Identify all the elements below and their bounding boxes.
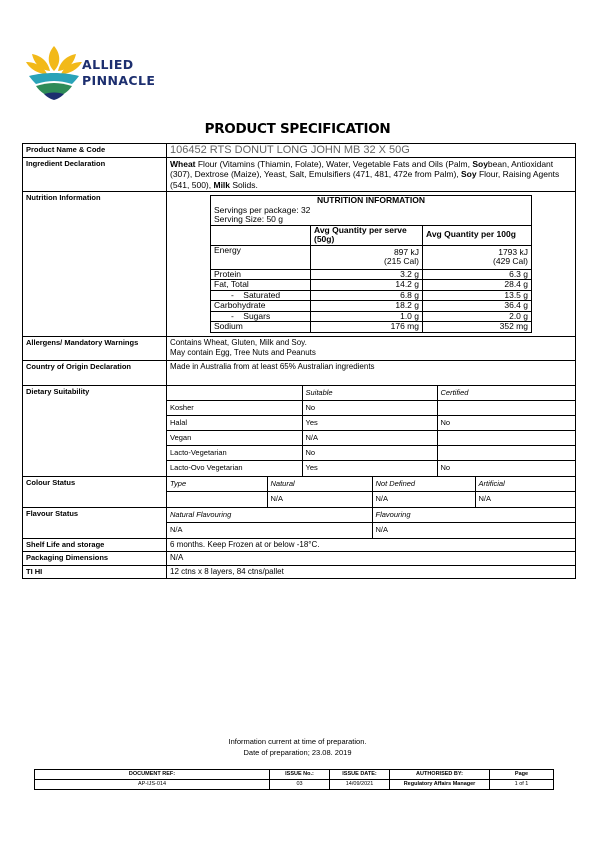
diet-name: Kosher <box>167 401 302 416</box>
label-shelf-life: Shelf Life and storage <box>23 538 167 552</box>
col-header-type: Type <box>167 477 267 492</box>
nutrient-serve: 3.2 g <box>311 269 423 280</box>
diet-suitable: Yes <box>302 416 437 431</box>
col-header-flavouring: Flavouring <box>372 508 575 523</box>
brand-name <box>82 57 155 89</box>
footer-header: AUTHORISED BY: <box>390 770 490 780</box>
allergens-contains: Contains Wheat, Gluten, Milk and Soy. <box>170 337 307 347</box>
nutrient-100g: 352 mg <box>423 322 532 333</box>
nutrient-100g: 28.4 g <box>423 280 532 291</box>
row-origin <box>23 360 576 385</box>
nutrient-name: - Sugars <box>211 311 311 322</box>
label-colour: Colour Status <box>23 476 167 507</box>
col-header-serve: Avg Quantity per serve (50g) <box>311 225 423 245</box>
col-header-natural: Natural <box>267 477 372 492</box>
nutrient-col-blank <box>211 225 311 245</box>
label-nutrition: Nutrition Information <box>23 192 167 337</box>
ingredient-part: Wheat <box>170 158 196 169</box>
nutrient-100g: 13.5 g <box>423 290 532 301</box>
flavour-natural-value: N/A <box>167 523 372 538</box>
ingredient-part: Soy <box>461 169 477 179</box>
label-product-name: Product Name & Code <box>23 144 167 158</box>
col-header-not-defined: Not Defined <box>372 477 475 492</box>
nutrient-100g: 6.3 g <box>423 269 532 280</box>
row-nutrition <box>23 192 576 337</box>
row-allergens <box>23 336 576 360</box>
specification-table <box>22 143 576 579</box>
diet-certified: No <box>437 461 575 476</box>
nutrient-serve: 18.2 g <box>311 301 423 312</box>
colour-cell <box>167 476 576 507</box>
ingredient-part: bean, Antioxidant (307), Dextrose (Maize), Yeast, Salt, Emulsifiers (471, 481, 472e from Palm), <box>170 158 554 179</box>
nutrient-serve: 14.2 g <box>311 280 423 291</box>
ti-hi-value: 12 ctns x 8 layers, 84 ctns/pallet <box>167 565 576 579</box>
footer-header: ISSUE DATE: <box>330 770 390 780</box>
dietary-cell <box>167 385 576 476</box>
footer-authorised-by: Regulatory Affairs Manager <box>390 780 490 790</box>
document-control-table <box>34 769 554 790</box>
date-of-preparation: Date of preparation; 23.08. 2019 <box>243 748 352 757</box>
colour-natural-value: N/A <box>267 492 372 507</box>
nutrient-serve: 1.0 g <box>311 311 423 322</box>
diet-suitable: No <box>302 446 437 461</box>
energy-100g-kj: 1793 kJ <box>498 246 528 257</box>
footer-page: 1 of 1 <box>490 780 554 790</box>
shelf-life-value: 6 months. Keep Frozen at or below -18°C. <box>167 538 576 552</box>
info-current: Information current at time of preparation. <box>228 737 367 746</box>
diet-suitable: Yes <box>302 461 437 476</box>
footer-issue-no: 03 <box>270 780 330 790</box>
flavour-flavouring-value: N/A <box>372 523 575 538</box>
row-packaging <box>23 552 576 566</box>
diet-name: Vegan <box>167 431 302 446</box>
col-header-artificial: Artificial <box>475 477 575 492</box>
diet-certified <box>437 431 575 446</box>
row-ingredients <box>23 157 576 192</box>
allergens-value <box>167 336 576 360</box>
diet-suitable: N/A <box>302 431 437 446</box>
energy-serve <box>311 245 423 269</box>
colour-table <box>167 477 575 507</box>
nutrient-name: Protein <box>211 269 311 280</box>
brand-name-line1: ALLIED <box>82 57 134 72</box>
row-product-name <box>23 144 576 158</box>
diet-name: Lacto-Ovo Vegetarian <box>167 461 302 476</box>
nutrient-100g: 2.0 g <box>423 311 532 322</box>
ingredient-part: Milk <box>213 179 231 190</box>
footer-header: ISSUE No.: <box>270 770 330 780</box>
page-title: PRODUCT SPECIFICATION <box>204 121 391 137</box>
row-colour <box>23 476 576 507</box>
colour-not-defined-value: N/A <box>372 492 475 507</box>
packaging-value: N/A <box>167 552 576 566</box>
energy-serve-cal: (215 Cal) <box>384 256 419 266</box>
label-packaging: Packaging Dimensions <box>23 552 167 566</box>
nutrition-panel-header <box>211 196 532 226</box>
nutrient-name: Energy <box>211 245 311 269</box>
ingredient-part: Solids. <box>230 179 258 190</box>
ingredient-part: Flour, Raising Agents (541, 500), <box>170 169 560 190</box>
nutrient-serve: 6.8 g <box>311 290 423 301</box>
energy-serve-kj: 897 kJ <box>393 246 419 257</box>
col-header-suitable: Suitable <box>302 386 437 401</box>
nutrient-name: Carbohydrate <box>211 301 311 312</box>
brand-name-line2: PINNACLE <box>82 73 156 88</box>
row-ti-hi <box>23 565 576 579</box>
colour-artificial-value: N/A <box>475 492 575 507</box>
label-ti-hi: TI HI <box>23 565 167 579</box>
label-origin: Country of Origin Declaration <box>23 360 167 385</box>
dietary-col-blank <box>167 386 302 401</box>
nutrient-name: Sodium <box>211 322 311 333</box>
product-name-value: 106452 RTS DONUT LONG JOHN MB 32 X 50G <box>167 144 576 158</box>
flavour-table <box>167 508 575 538</box>
footer-issue-date: 14/09/2021 <box>330 780 390 790</box>
diet-certified <box>437 401 575 416</box>
footer-header: DOCUMENT REF: <box>35 770 270 780</box>
serving-size: Serving Size: 50 g <box>214 214 283 224</box>
footer-doc-ref: AP-IJS-014 <box>35 780 270 790</box>
diet-certified: No <box>437 416 575 431</box>
origin-value: Made in Australia from at least 65% Australian ingredients <box>167 360 576 385</box>
energy-100g <box>423 245 532 269</box>
allergens-may-contain: May contain Egg, Tree Nuts and Peanuts <box>170 348 316 357</box>
label-flavour: Flavour Status <box>23 507 167 538</box>
flavour-cell <box>167 507 576 538</box>
diet-certified <box>437 446 575 461</box>
servings-per-package: Servings per package: 32 <box>214 204 311 215</box>
nutrition-cell <box>167 192 576 337</box>
diet-name: Halal <box>167 416 302 431</box>
ingredient-part: Flour (Vitamins (Thiamin, Folate), Water, Vegetable Fats and Oils (Palm, <box>195 158 473 169</box>
diet-suitable: No <box>302 401 437 416</box>
ingredient-declaration <box>167 157 576 192</box>
nutrient-serve: 176 mg <box>311 322 423 333</box>
ingredient-part: Soy <box>472 158 488 169</box>
col-header-certified: Certified <box>437 386 575 401</box>
label-dietary: Dietary Suitability <box>23 385 167 476</box>
row-flavour <box>23 507 576 538</box>
nutrition-heading: NUTRITION INFORMATION <box>317 195 425 205</box>
nutrient-name: Fat, Total <box>211 280 311 291</box>
dietary-table <box>167 386 575 476</box>
nutrient-name: - Saturated <box>211 290 311 301</box>
footer-header: Page <box>490 770 554 780</box>
row-dietary <box>23 385 576 476</box>
col-header-natural-flavouring: Natural Flavouring <box>167 508 372 523</box>
label-ingredients: Ingredient Declaration <box>23 157 167 192</box>
col-header-100g: Avg Quantity per 100g <box>423 225 532 245</box>
label-allergens: Allergens/ Mandatory Warnings <box>23 336 167 360</box>
diet-name: Lacto-Vegetarian <box>167 446 302 461</box>
energy-100g-cal: (429 Cal) <box>493 256 528 266</box>
nutrient-100g: 36.4 g <box>423 301 532 312</box>
nutrition-panel <box>210 195 532 333</box>
colour-type-blank <box>167 492 267 507</box>
row-shelf-life <box>23 538 576 552</box>
